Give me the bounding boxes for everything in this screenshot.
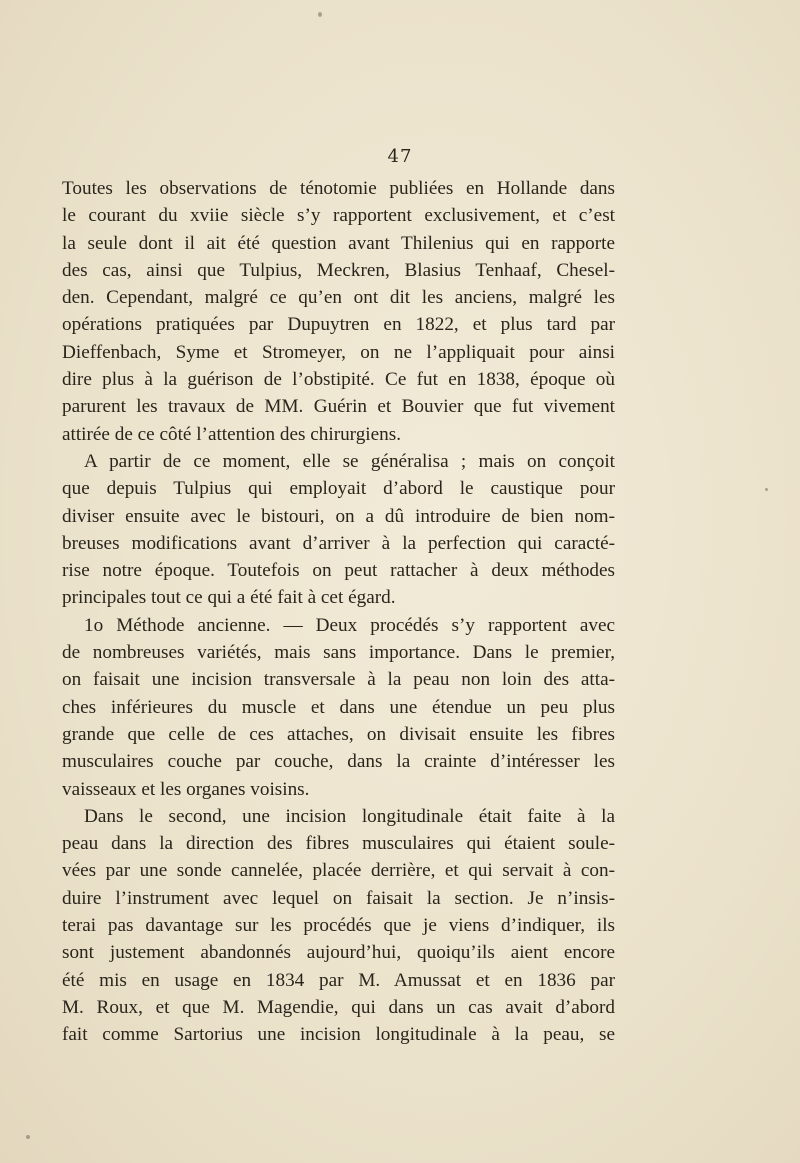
text-line: musculaires couche par couche, dans la crainte d’intéresser les	[62, 751, 615, 773]
text-line: fait comme Sartorius une incision longitudinale à la peau, se	[62, 1024, 615, 1046]
page-number: 47	[387, 146, 413, 167]
text-line: breuses modifications avant d’arriver à la perfection qui caracté-	[62, 532, 615, 554]
text-line: on faisait une incision transversale à la peau non loin des atta-	[62, 669, 615, 691]
text-line: 1o Méthode ancienne. — Deux procédés s’y rapportent avec	[84, 614, 615, 636]
text-line: que depuis Tulpius qui employait d’abord le caustique pour	[62, 478, 615, 500]
text-line: vées par une sonde cannelée, placée derrière, et qui servait à con-	[62, 860, 615, 882]
text-line: parurent les travaux de MM. Guérin et Bouvier que fut vivement	[62, 396, 615, 418]
text-line: A partir de ce moment, elle se généralisa ; mais on conçoit	[84, 450, 615, 472]
text-line: duire l’instrument avec lequel on faisait la section. Je n’insis-	[62, 887, 615, 909]
text-line: ches inférieures du muscle et dans une étendue un peu plus	[62, 696, 615, 718]
paper-speck	[318, 12, 322, 17]
text-line: la seule dont il ait été question avant Thilenius qui en rapporte	[62, 232, 615, 254]
text-line: Dans le second, une incision longitudinale était faite à la	[84, 805, 615, 827]
text-line: rise notre époque. Toutefois on peut rattacher à deux méthodes	[62, 560, 615, 582]
text-line: Dieffenbach, Syme et Stromeyer, on ne l’appliquait pour ainsi	[62, 341, 615, 363]
text-line: diviser ensuite avec le bistouri, on a dû introduire de bien nom-	[62, 505, 615, 527]
text-line: opérations pratiquées par Dupuytren en 1822, et plus tard par	[62, 314, 615, 336]
text-line: dire plus à la guérison de l’obstipité. Ce fut en 1838, époque où	[62, 369, 615, 391]
text-line: Toutes les observations de ténotomie publiées en Hollande dans	[62, 178, 615, 199]
text-line: den. Cependant, malgré ce qu’en ont dit les anciens, malgré les	[62, 287, 615, 309]
body-text	[62, 175, 615, 1049]
text-line: grande que celle de ces attaches, on divisait ensuite les fibres	[62, 723, 615, 745]
text-line: vaisseaux et les organes voisins.	[62, 778, 310, 800]
paper-speck	[26, 1135, 30, 1139]
text-line: M. Roux, et que M. Magendie, qui dans un cas avait d’abord	[62, 996, 615, 1018]
text-line: terai pas davantage sur les procédés que je viens d’indiquer, ils	[62, 915, 615, 937]
text-line: principales tout ce qui a été fait à cet égard.	[62, 587, 396, 609]
text-line: de nombreuses variétés, mais sans importance. Dans le premier,	[62, 642, 615, 664]
text-line: des cas, ainsi que Tulpius, Meckren, Blasius Tenhaaf, Chesel-	[62, 259, 615, 281]
text-line: peau dans la direction des fibres musculaires qui étaient soule-	[62, 833, 615, 855]
text-line: été mis en usage en 1834 par M. Amussat et en 1836 par	[62, 969, 615, 991]
text-line: le courant du xviie siècle s’y rapportent exclusivement, et c’est	[62, 205, 615, 227]
text-line: sont justement abandonnés aujourd’hui, quoiqu’ils aient encore	[62, 942, 615, 964]
paper-speck	[765, 488, 768, 491]
text-line: attirée de ce côté l’attention des chirurgiens.	[62, 423, 402, 445]
